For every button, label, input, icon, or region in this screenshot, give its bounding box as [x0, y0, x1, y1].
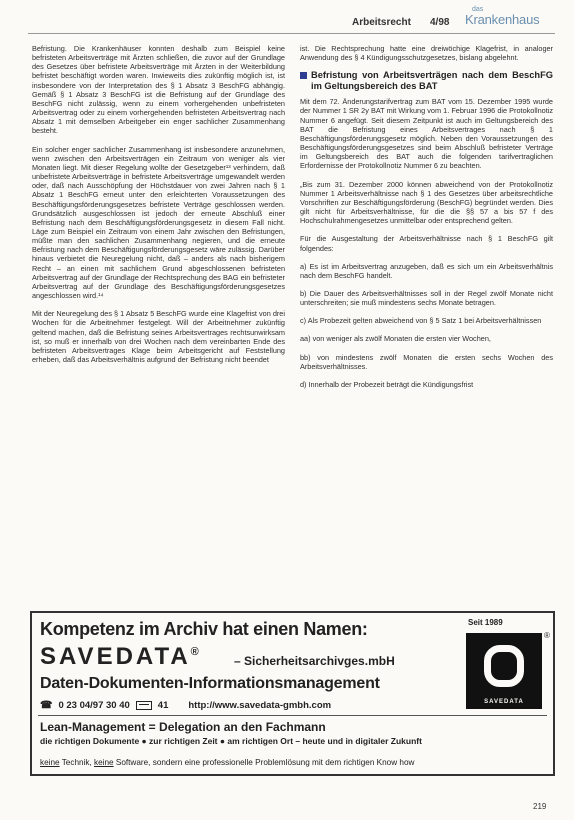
ad-phone: 0 23 04/97 30 40 [58, 700, 130, 711]
paragraph: Befristung. Die Krankenhäuser konnten deshalb zum Beispiel keine befristeten Arbeitsverträge mit Ärzten schließen, die zuvor auf der Grundlage des Gesetzes über befristete Arbeitsverträge mit Ärzten in der Weiterbildung befristet beschäftigt worden waren. Inwieweits dies zukünftig möglich ist, ist insbesondere von der Interpretation des § 1 Absatz 3 BeschFG abhängig. Gemäß § 1 Absatz 3 BeschFG ist die Befristung auf der Grundlage des BeschFG nicht zulässig, wenn zu einem vorhergehenden unbefristeten Arbeitsvertrag oder zu einem vorhergehenden befristeten Arbeitsvertrag nach Absatz 1 mit demselben Arbeitgeber ein enger sachlicher Zusammenhang besteht. [32, 44, 285, 136]
journal-logo: Krankenhaus [465, 12, 540, 27]
paragraph: Ein solcher enger sachlicher Zusammenhang ist insbesondere anzunehmen, wenn zwischen den Arbeitsverträgen ein Zeitraum von weniger als vier Monaten liegt. Mit dieser Regelung wollte der Gesetzgeber¹³ verhindern, daß unbefristete Arbeitsverträge in befristete Arbeitsverträge umgewandelt werden oder, daß nach Ausschöpfung der Höchstdauer von zwei Jahren nach § 1 Absatz 1 BeschFG erneut unter den erleichterten Voraussetzungen des Beschäftigungsförderungsgesetzes befristete Verträge geschlossen werden. Grundsätzlich ausgeschlossen ist jedoch der erneute Abschluß einer Befristung nach dem Beschäftigungsförderungsgesetz in diesem Fall nicht. Läge zum Beispiel ein Zeitraum von einem Jahr zwischen den Befristungen, müßte man den sachlichen Zusammenhang negieren, und die erneute Befristung nach dem Beschäftigungsförderungsgesetz wäre zulässig. Darüber hinaus verbietet die Neuregelung nicht, daß – anders als nach bisherigem Recht – an einen mit sachlichem Grund abgeschlossenen befristeten Arbeitsvertrag auf der Grundlage der Rechtsprechung des BAG ein befristeter Arbeitsvertrag auf der Grundlage des Beschäftigungsförderungsgesetzes angeschlossen wird.¹⁴ [32, 144, 285, 301]
subheading [300, 70, 553, 92]
subheading-text: Befristung von Arbeitsverträgen nach dem BeschFG im Geltungsbereich des BAT [311, 70, 553, 92]
paragraph: „Bis zum 31. Dezember 2000 können abweichend von der Protokollnotiz Nummer 1 Arbeitsverhältnisse nach § 1 des Gesetzes über arbeitsrechtliche Vorschriften zur Beschäftigungsförderung (BeschFG) begründet werden. Dies gilt nicht für Arbeitsverhältnisse, für die die §§ 57 a bis 57 f des Hochschulrahmengesetzes unmittelbar oder entsprechend gelten. [300, 179, 553, 226]
ad-brand-reg: ® [190, 646, 202, 658]
registered-mark: ® [544, 631, 550, 640]
ad-lean-management: Lean-Management = Delegation an den Fachmann [40, 720, 326, 734]
ad-services: Daten-Dokumenten-Informationsmanagement [40, 675, 380, 692]
ad-contact [40, 700, 331, 711]
ad-brand-suffix: – Sicherheitsarchivges.mbH [234, 654, 395, 668]
paragraph: b) Die Dauer des Arbeitsverhältnisses soll in der Regel zwölf Monate nicht unterschreiten; sie muß mindestens sechs Monate betragen. [300, 288, 553, 308]
section-title: Arbeitsrecht [352, 17, 411, 28]
bullet-square-icon [300, 72, 307, 79]
ad-brand [40, 643, 202, 671]
journal-logo-prefix: das [472, 6, 484, 13]
paragraph: Mit dem 72. Änderungstarifvertrag zum BAT vom 15. Dezember 1995 wurde der Nummer 1 SR 2y BAT mit Wirkung vom 1. Februar 1996 die Protokollnotiz Nummer 6 angefügt. Seit diesem Zeitpunkt ist auch im Geltungsbereich des BAT die Befristung eines Arbeitsvertrages nach § 1 Beschäftigungsförderungsgesetz möglich. Neben den Voraussetzungen des Beschäftigungsförderungsgesetzes sind beim Abschluß befristeter Verträge im Geltungsbereich des BAT auch die folgenden tarifvertraglichen Erfordernisse der Protokollnotiz Nummer 6 zu beachten. [300, 97, 553, 171]
ad-footer-mid: Technik, [59, 758, 95, 767]
ad-brand-name: SAVEDATA [40, 643, 191, 670]
fax-icon [136, 701, 152, 710]
ad-footer-keine-1: keine [40, 758, 60, 767]
right-column [300, 44, 553, 398]
ad-slogan: die richtigen Dokumente ● zur richtigen Zeit ● am richtigen Ort – heute und in digitaler Zukunft [40, 736, 422, 746]
page-number: 219 [533, 802, 547, 811]
paragraph: Für die Ausgestaltung der Arbeitsverhältnisse nach § 1 BeschFG gilt folgendes: [300, 234, 553, 253]
ad-since: Seit 1989 [468, 618, 503, 627]
paragraph: Mit der Neuregelung des § 1 Absatz 5 BeschFG wurde eine Klagefrist von drei Wochen für die Arbeitnehmer festgelegt. Will der Arbeitnehmer zukünftig geltend machen, daß die Befristung seines Arbeitsvertrages rechtsunwirksam ist, so muß er innerhalb von drei Wochen nach dem vereinbarten Ende des befristeten Arbeitsvertrages Klage beim Arbeitsgericht auf Feststellung erheben, daß das Arbeitsverhältnis aufgrund der Befristung nicht beendet [32, 309, 285, 364]
paragraph: d) Innerhalb der Probezeit beträgt die Kündigungsfrist [300, 379, 474, 389]
left-column [32, 44, 285, 373]
savedata-logo [466, 633, 542, 709]
paragraph: bb) von mindestens zwölf Monaten die ersten sechs Wochen des Arbeitsverhältnisses. [300, 352, 553, 371]
phone-icon: ☎ [40, 700, 53, 711]
paragraph: aa) von weniger als zwölf Monaten die ersten vier Wochen, [300, 334, 491, 344]
ad-footer [40, 758, 414, 767]
ad-url[interactable]: http://www.savedata-gmbh.com [188, 700, 332, 711]
ad-fax: 41 [157, 700, 169, 711]
page-header [0, 0, 574, 36]
paragraph: c) Als Probezeit gelten abweichend von § 5 Satz 1 bei Arbeitsverhältnissen [300, 316, 542, 326]
savedata-advertisement [30, 611, 555, 776]
logo-ring-icon [484, 645, 524, 687]
paragraph: a) Es ist im Arbeitsvertrag anzugeben, daß es sich um ein Arbeitsverhältnis nach dem BeschFG handelt. [300, 261, 553, 280]
issue-number: 4/98 [430, 17, 450, 28]
ad-footer-keine-2: keine [94, 758, 114, 767]
header-rule [28, 33, 555, 34]
ad-divider [38, 715, 547, 716]
logo-text: SAVEDATA [484, 699, 524, 705]
ad-headline: Kompetenz im Archiv hat einen Namen: [40, 619, 368, 639]
ad-footer-end: Software, sondern eine professionelle Problemlösung mit dem richtigen Know how [113, 758, 415, 767]
paragraph: ist. Die Rechtsprechung hatte eine dreiwöchige Klagefrist, in analoger Anwendung des § 4 Kündigungsschutzgesetzes, bislang abgelehnt. [300, 44, 553, 63]
